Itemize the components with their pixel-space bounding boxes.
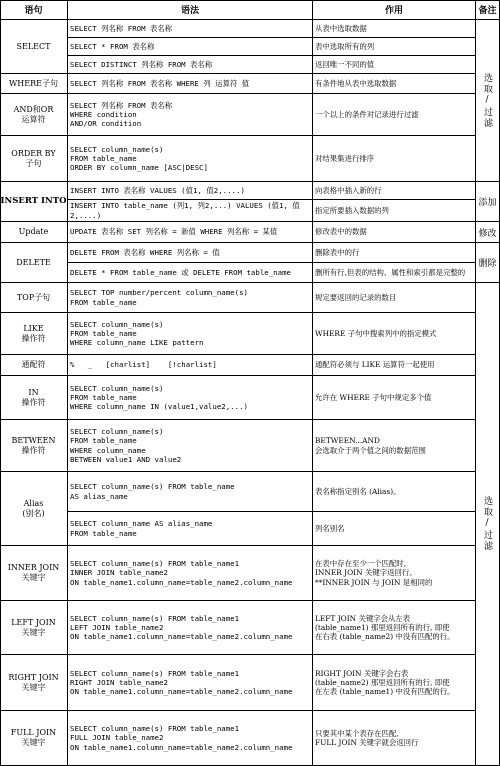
remark-text: 添加 [478,198,497,208]
remark-text: 删除 [478,259,497,269]
purpose-row: 删所有行,但表的结构、属性和索引都是完整的 [313,263,476,283]
header-statement: 语句 [0,0,68,20]
syntax-row: SELECT * FROM 表名称 [68,38,313,56]
statement-right-join: RIGHT JOIN 关键字 [0,655,68,711]
syntax-row: SELECT column_name(s) FROM table_name1 LEFT JOIN table_name2 ON table_name1.column_name=table_name2.column_name [68,601,313,655]
purpose-row: 列名别名 [313,512,476,546]
header-purpose: 作用 [313,0,476,20]
statement-wildcards: 通配符 [0,355,68,376]
syntax-row: SELECT column_name(s) FROM table_name1 RIGHT JOIN table_name2 ON table_name1.column_name=table_name2.column_name [68,655,313,711]
syntax-row: UPDATE 表名称 SET 列名称 = 新值 WHERE 列名称 = 某值 [68,222,313,243]
syntax-row: INSERT INTO table_name (列1, 列2,...) VALUES (值1, 值2,....) [68,200,313,222]
syntax-row: SELECT column_name(s) FROM table_name WHERE column_name BETWEEN value1 AND value2 [68,420,313,472]
remark-modify [476,222,500,243]
purpose-row: 通配符必须与 LIKE 运算符一起使用 [313,355,476,376]
statement-alias: Alias (别名) [0,472,68,546]
remark-text: 选取/过滤 [482,72,492,129]
purpose-row: 在表中存在至少一个匹配时, INNER JOIN 关键字返回行。 **INNER JOIN 与 JOIN 是相同的 [313,546,476,601]
syntax-row: % _ [charlist] [!charlist] [68,355,313,376]
remark-select-filter [476,283,500,766]
syntax-row: DELETE FROM 表名称 WHERE 列名称 = 值 [68,243,313,263]
statement-and-or: AND和OR 运算符 [0,94,68,136]
syntax-row: SELECT column_name(s) FROM table_name WHERE column_name IN (value1,value2,...) [68,376,313,420]
syntax-row: SELECT 列名称 FROM 表名称 WHERE condition AND/OR condition [68,94,313,136]
purpose-row: 修改表中的数据 [313,222,476,243]
purpose-row: 返回唯一不同的值 [313,56,476,74]
statement-update: Update [0,222,68,243]
statement-select: SELECT [0,20,68,74]
purpose-row: 表中选取所有的列 [313,38,476,56]
syntax-row: SELECT DISTINCT 列名称 FROM 表名称 [68,56,313,74]
syntax-row: DELETE * FROM table_name 或 DELETE FROM table_name [68,263,313,283]
syntax-row: SELECT column_name(s) FROM table_name1 INNER JOIN table_name2 ON table_name1.column_name=table_name2.column_name [68,546,313,601]
remark-text: 选取/过滤 [482,496,492,552]
header-remarks: 备注 [476,0,500,20]
syntax-row: SELECT column_name(s) FROM table_name AS alias_name [68,472,313,512]
statement-in: IN 操作符 [0,376,68,420]
statement-between: BETWEEN 操作符 [0,420,68,472]
purpose-row: 规定要返回的记录的数目 [313,283,476,313]
syntax-row: SELECT 列名称 FROM 表名称 [68,20,313,38]
syntax-row: SELECT TOP number/percent column_name(s) FROM table_name [68,283,313,313]
syntax-row: SELECT column_name AS alias_name FROM table_name [68,512,313,546]
purpose-row: WHERE 子句中搜索列中的指定模式 [313,313,476,355]
purpose-row: 允许在 WHERE 子句中规定多个值 [313,376,476,420]
purpose-row: 有条件地从表中选取数据 [313,74,476,94]
purpose-row: 从表中选取数据 [313,20,476,38]
header-syntax: 语法 [68,0,313,20]
statement-inner-join: INNER JOIN 关键字 [0,546,68,601]
syntax-row: SELECT 列名称 FROM 表名称 WHERE 列 运算符 值 [68,74,313,94]
purpose-row: BETWEEN...AND 会选取介于两个值之间的数据范围 [313,420,476,472]
syntax-row: SELECT column_name(s) FROM table_name ORDER BY column_name [ASC|DESC] [68,136,313,182]
syntax-row: SELECT column_name(s) FROM table_name1 FULL JOIN table_name2 ON table_name1.column_name=table_name2.column_name [68,711,313,766]
purpose-row: 对结果集进行排序 [313,136,476,182]
purpose-row: RIGHT JOIN 关键字会右表 (table_name2) 那里返回所有的行, 即使 在左表 (table_name1) 中没有匹配的行。 [313,655,476,711]
statement-delete: DELETE [0,243,68,283]
purpose-row: 一个以上的条件对记录进行过滤 [313,94,476,136]
statement-left-join: LEFT JOIN 关键字 [0,601,68,655]
remark-add [476,182,500,222]
remark-delete [476,243,500,283]
purpose-row: 向表格中插入新的行 [313,182,476,200]
syntax-row: SELECT column_name(s) FROM table_name WHERE column_name LIKE pattern [68,313,313,355]
statement-like: LIKE 操作符 [0,313,68,355]
purpose-row: 表名称指定别名 (Alias)。 [313,472,476,512]
purpose-row: 只要其中某个表存在匹配, FULL JOIN 关键字就会返回行 [313,711,476,766]
statement-order-by: ORDER BY 子句 [0,136,68,182]
purpose-row: LEFT JOIN 关键字会从左表 (table_name1) 那里返回所有的行, 即使 在右表 (table_name2) 中没有匹配的行。 [313,601,476,655]
purpose-row: 指定所要插入数据的列 [313,200,476,222]
remark-select-filter [476,20,500,182]
statement-full-join: FULL JOIN 关键字 [0,711,68,766]
remark-text: 修改 [478,228,497,239]
purpose-row: 删除表中的行 [313,243,476,263]
statement-where: WHERE子句 [0,74,68,94]
statement-top: TOP子句 [0,283,68,313]
syntax-row: INSERT INTO 表名称 VALUES (值1, 值2,....) [68,182,313,200]
statement-insert-into: INSERT INTO [0,182,68,222]
